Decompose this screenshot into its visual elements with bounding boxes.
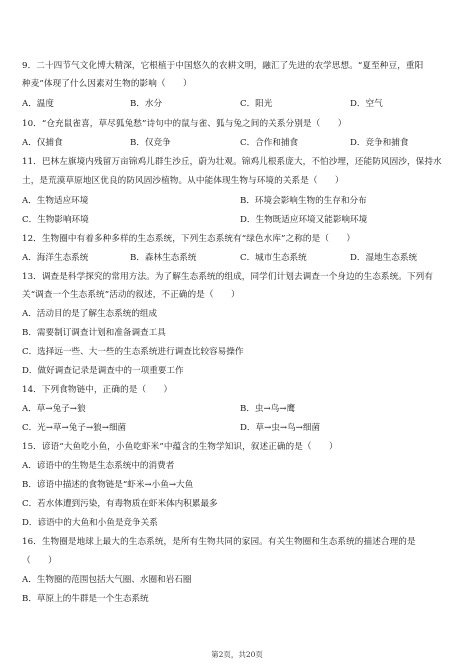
q15-option-b: B．谚语中描述的食物链是“虾米→小鱼→大鱼 (22, 480, 194, 490)
q10-option-a: A．仅捕食 (22, 138, 63, 148)
q9-option-b: B．水分 (130, 99, 163, 109)
q10-option-d: D．竞争和捕食 (350, 138, 409, 148)
q14-option-c: C．光→草→兔子→狼→细菌 (22, 423, 127, 433)
q13-stem-line-2: 关“调查一个生态系统”活动的叙述，不正确的是（ ） (22, 290, 240, 300)
q16-option-a: A．生物圈的范围包括大气圈、水圈和岩石圈 (22, 575, 192, 585)
q11-option-d: D．生物既适应环境又能影响环境 (240, 215, 368, 225)
q11-stem-line-1: 11．巴林左旗境内残留万亩锦鸡儿群生沙丘，蔚为壮观。锦鸡儿根系庞大，不怕沙埋，还能防风固沙，保持水 (22, 157, 442, 167)
q14-option-b: B．虫→鸟→鹰 (240, 404, 296, 414)
q11-option-c: C．生物影响环境 (22, 215, 89, 225)
q12-option-d: D．湿地生态系统 (350, 253, 418, 263)
page-number-footer: 第2页，共20页 (211, 650, 263, 659)
q9-option-d: D．空气 (350, 99, 383, 109)
q14-stem-line-1: 14．下列食物链中，正确的是（ ） (22, 385, 173, 395)
q16-option-b: B．草原上的牛群是一个生态系统 (22, 594, 149, 604)
q13-option-c: C．选择远一些、大一些的生态系统进行调查比较容易操作 (22, 347, 244, 357)
q10-stem-line-1: 10．“仓充鼠雀喜，草尽狐兔愁”诗句中的鼠与雀、狐与兔之间的关系分别是（ ） (22, 119, 347, 129)
q12-option-c: C．城市生态系统 (240, 253, 307, 263)
q13-stem-line-1: 13．调查是科学探究的常用方法。为了解生态系统的组成，同学们计划去调查一个身边的生态系统。下列有 (22, 272, 434, 282)
q14-option-d: D．草→虫→鸟→细菌 (240, 423, 321, 433)
q16-stem-line-1: 16．生物圈是地球上最大的生态系统，是所有生物共同的家园。有关生物圈和生态系统的描述合理的是 (22, 537, 416, 547)
q13-option-d: D．做好调查记录是调查中的一项重要工作 (22, 366, 184, 376)
q12-stem-line-1: 12．生物圈中有着多种多样的生态系统，下列生态系统有“绿色水库”之称的是（ ） (22, 234, 356, 244)
q11-stem-line-2: 土，是荒漠草原地区优良的防风固沙植物。从中能体现生物与环境的关系是（ ） (22, 176, 344, 186)
q9-stem-line-1: 9．二十四节气文化博大精深，它根植于中国悠久的农耕文明，融汇了先进的农学思想。“夏至种豆，重阳 (22, 61, 424, 71)
q15-option-d: D．谚语中的大鱼和小鱼是竞争关系 (22, 518, 158, 528)
q15-option-c: C．若水体遭到污染，有毒物质在虾米体内积累最多 (22, 499, 218, 509)
q15-stem-line-1: 15．谚语“大鱼吃小鱼，小鱼吃虾米”中蕴含的生物学知识，叙述正确的是（ ） (22, 442, 338, 452)
q14-option-a: A．草→兔子→狼 (22, 404, 86, 414)
q9-stem-line-2: 种麦”体现了什么因素对生物的影响（ ） (22, 79, 192, 89)
q13-option-a: A．活动目的是了解生态系统的组成 (22, 309, 158, 319)
q12-option-a: A．海洋生态系统 (22, 253, 89, 263)
q9-option-c: C．阳光 (240, 99, 273, 109)
q10-option-c: C．合作和捕食 (240, 138, 299, 148)
q11-option-b: B．环境会影响生物的生存和分布 (240, 196, 367, 206)
q15-option-a: A．谚语中的生物是生态系统中的消费者 (22, 461, 175, 471)
q9-option-a: A．温度 (22, 99, 54, 109)
q13-option-b: B．需要制订调查计划和准备调查工具 (22, 328, 166, 338)
q12-option-b: B．森林生态系统 (130, 253, 197, 263)
q16-stem-line-2: （ ） (22, 556, 57, 566)
q11-option-a: A．生物适应环境 (22, 196, 89, 206)
q10-option-b: B．仅竞争 (130, 138, 171, 148)
